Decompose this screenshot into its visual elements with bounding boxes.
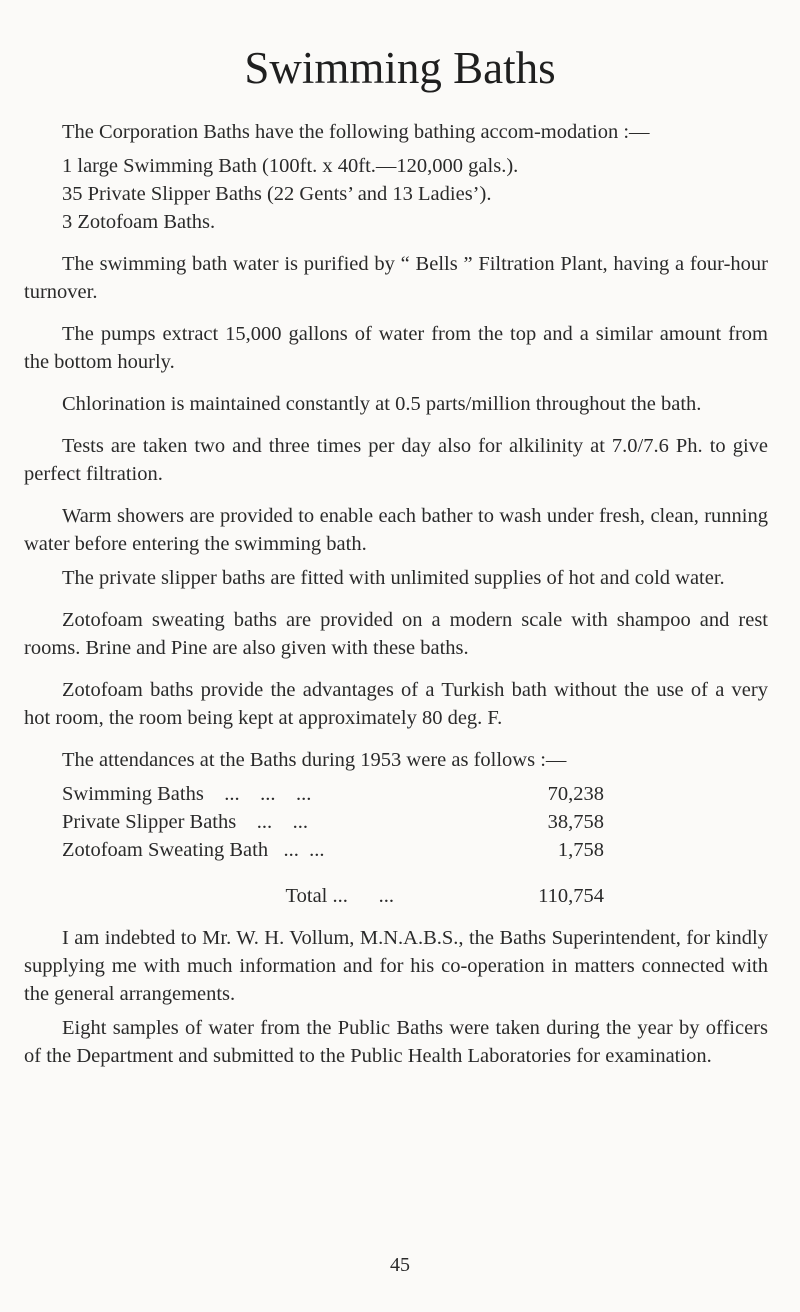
list-item: 35 Private Slipper Baths (22 Gents’ and 13 Ladies’). bbox=[62, 183, 492, 205]
paragraph: The pumps extract 15,000 gallons of water from the top and a similar amount from the bottom hourly. bbox=[24, 323, 768, 373]
paragraph: I am indebted to Mr. W. H. Vollum, M.N.A.B.S., the Baths Superintendent, for kindly supplying me with much information and for his co-operation in matters connected with the general arrangements. bbox=[24, 927, 768, 1005]
paragraph: Eight samples of water from the Public Baths were taken during the year by officers of the Department and submitted to the Public Health Laboratories for examination. bbox=[24, 1017, 768, 1067]
table-row bbox=[24, 780, 768, 808]
attendance-table bbox=[24, 780, 768, 910]
body-text bbox=[24, 118, 768, 1084]
intro-paragraph: The Corporation Baths have the following bathing accom-modation :— bbox=[62, 121, 650, 143]
total-row bbox=[24, 882, 768, 910]
attendance-value: 70,238 bbox=[547, 783, 604, 805]
attendance-intro: The attendances at the Baths during 1953 were as follows :— bbox=[62, 749, 567, 771]
paragraph: Chlorination is maintained constantly at 0.5 parts/million throughout the bath. bbox=[62, 393, 702, 415]
paragraph: Tests are taken two and three times per day also for alkilinity at 7.0/7.6 Ph. to give perfect filtration. bbox=[24, 435, 768, 485]
attendance-value: 38,758 bbox=[547, 811, 604, 833]
list-item: 1 large Swimming Bath (100ft. x 40ft.—120,000 gals.). bbox=[62, 155, 519, 177]
paragraph: Warm showers are provided to enable each bather to wash under fresh, clean, running water before entering the swimming bath. bbox=[24, 505, 768, 555]
attendance-label: Swimming Baths ... ... ... bbox=[62, 783, 312, 805]
page-number: 45 bbox=[390, 1254, 410, 1276]
paragraph: Zotofoam sweating baths are provided on a modern scale with shampoo and rest rooms. Brine and Pine are also given with these baths. bbox=[24, 609, 768, 659]
attendance-label: Zotofoam Sweating Bath ... ... bbox=[62, 839, 325, 861]
page-title: Swimming Baths bbox=[244, 43, 556, 93]
total-label: Total ... ... bbox=[285, 885, 394, 907]
paragraph: The swimming bath water is purified by “ Bells ” Filtration Plant, having a four-hour turnover. bbox=[24, 253, 768, 303]
table-row bbox=[24, 836, 768, 864]
list-item: 3 Zotofoam Baths. bbox=[62, 211, 216, 233]
attendance-label: Private Slipper Baths ... ... bbox=[62, 811, 308, 833]
paragraph: Zotofoam baths provide the advantages of a Turkish bath without the use of a very hot room, the room being kept at approximately 80 deg. F. bbox=[24, 679, 768, 729]
attendance-value: 1,758 bbox=[557, 839, 604, 861]
accommodation-list bbox=[24, 152, 768, 236]
paragraph: The private slipper baths are fitted with unlimited supplies of hot and cold water. bbox=[62, 567, 725, 589]
total-value: 110,754 bbox=[538, 885, 604, 907]
table-row bbox=[24, 808, 768, 836]
